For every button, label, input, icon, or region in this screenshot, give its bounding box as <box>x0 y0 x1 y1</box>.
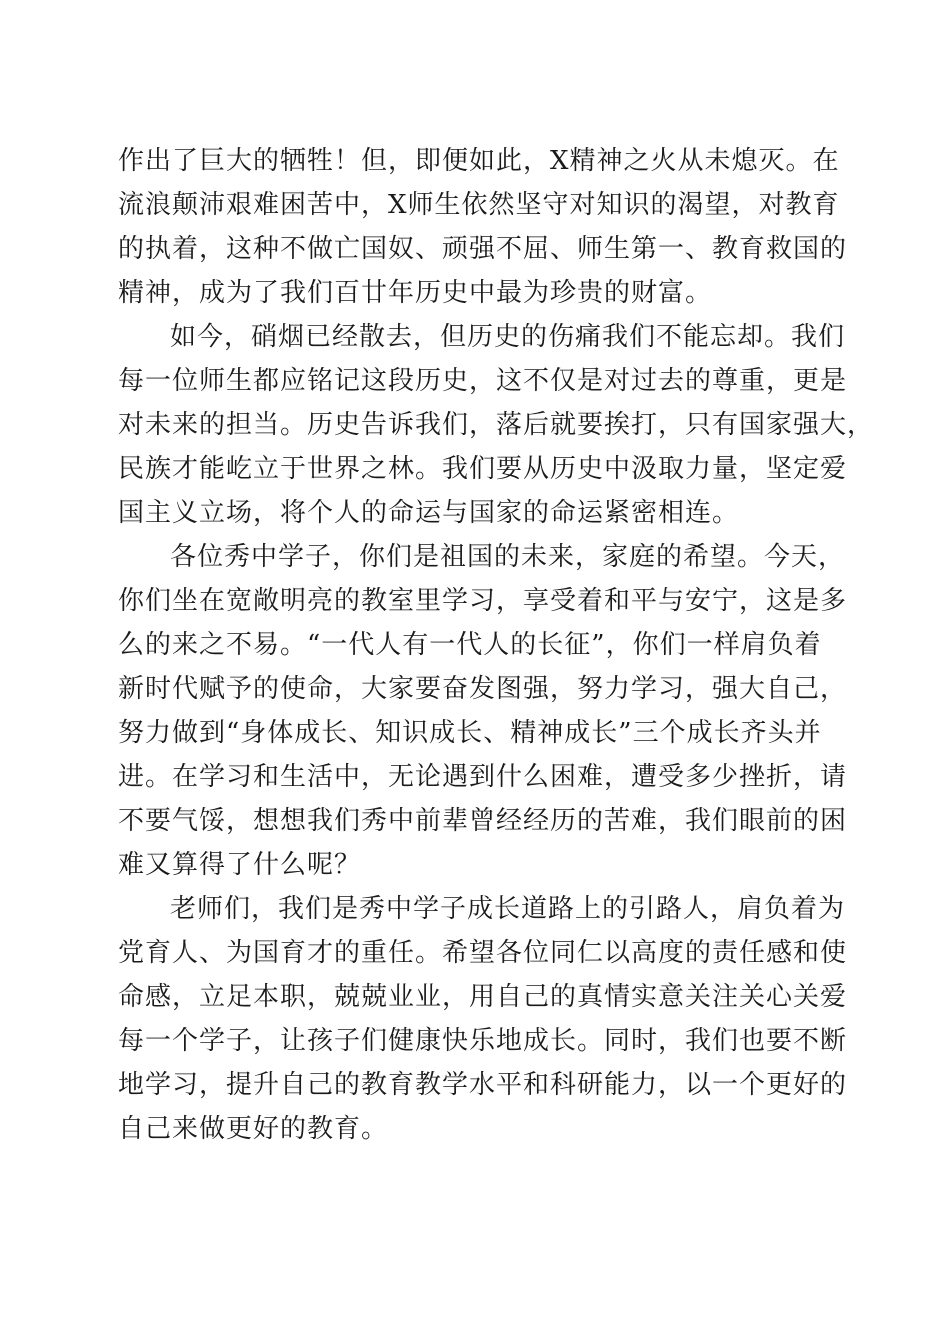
text-line: 地学习，提升自己的教育教学水平和科研能力，以一个更好的 <box>118 1070 848 1100</box>
text-line: 老师们，我们是秀中学子成长道路上的引路人，肩负着为 <box>170 894 846 924</box>
text-line: 国主义立场，将个人的命运与国家的命运紧密相连。 <box>118 498 740 528</box>
text-line: 每一个学子，让孩子们健康快乐地成长。同时，我们也要不断 <box>118 1026 848 1056</box>
text-line: 民族才能屹立于世界之林。我们要从历史中汲取力量，坚定爱 <box>118 454 848 484</box>
text-line: 党育人、为国育才的重任。希望各位同仁以高度的责任感和使 <box>118 938 848 968</box>
text-line: 对未来的担当。历史告诉我们，落后就要挨打，只有国家强大， <box>118 410 875 440</box>
text-line: 流浪颠沛艰难困苦中，X师生依然坚守对知识的渴望，对教育 <box>118 190 840 220</box>
text-line: 命感，立足本职，兢兢业业，用自己的真情实意关注关心关爱 <box>118 982 848 1012</box>
text-line: 新时代赋予的使命，大家要奋发图强，努力学习，强大自己， <box>118 674 848 704</box>
document-body <box>118 139 875 1151</box>
text-line: 作出了巨大的牺牲！但，即便如此，X精神之火从未熄灭。在 <box>118 146 840 176</box>
text-line: 进。在学习和生活中，无论遇到什么困难，遭受多少挫折，请 <box>118 762 848 792</box>
text-line: 自己来做更好的教育。 <box>118 1114 389 1144</box>
text-line: 每一位师生都应铭记这段历史，这不仅是对过去的尊重，更是 <box>118 366 848 396</box>
paragraph-2 <box>118 315 875 535</box>
text-line: 难又算得了什么呢？ <box>118 850 362 880</box>
text-line: 的执着，这种不做亡国奴、顽强不屈、师生第一、教育救国的 <box>118 234 848 264</box>
paragraph-1 <box>118 139 848 315</box>
text-line: 如今，硝烟已经散去，但历史的伤痛我们不能忘却。我们 <box>170 322 846 352</box>
text-line: 么的来之不易。“一代人有一代人的长征”，你们一样肩负着 <box>118 630 822 660</box>
text-line: 你们坐在宽敞明亮的教室里学习，享受着和平与安宁，这是多 <box>118 586 848 616</box>
paragraph-4 <box>118 887 848 1151</box>
text-line: 各位秀中学子，你们是祖国的未来，家庭的希望。今天， <box>170 542 846 572</box>
text-line: 努力做到“身体成长、知识成长、精神成长”三个成长齐头并 <box>118 718 822 748</box>
paragraph-3 <box>118 535 848 887</box>
text-line: 精神，成为了我们百廿年历史中最为珍贵的财富。 <box>118 278 713 308</box>
text-line: 不要气馁，想想我们秀中前辈曾经经历的苦难，我们眼前的困 <box>118 806 848 836</box>
